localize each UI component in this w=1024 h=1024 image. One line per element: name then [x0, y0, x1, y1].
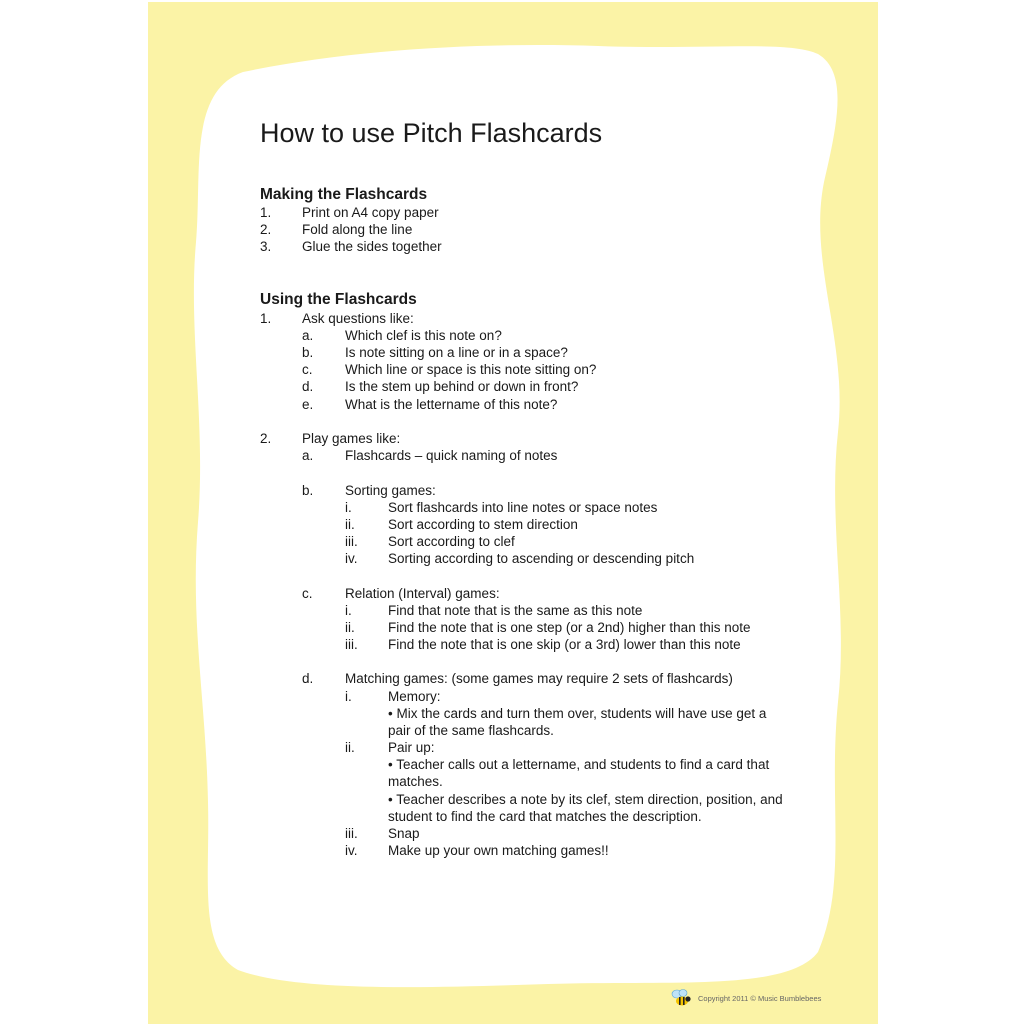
copyright-text: Copyright 2011 © Music Bumblebees — [698, 993, 822, 1003]
page-title: How to use Pitch Flashcards — [260, 118, 603, 148]
making-heading: Making the Flashcards — [260, 186, 428, 203]
bumblebee-logo-icon — [670, 988, 694, 1008]
footer — [670, 988, 821, 1008]
using-heading: Using the Flashcards — [260, 291, 417, 308]
